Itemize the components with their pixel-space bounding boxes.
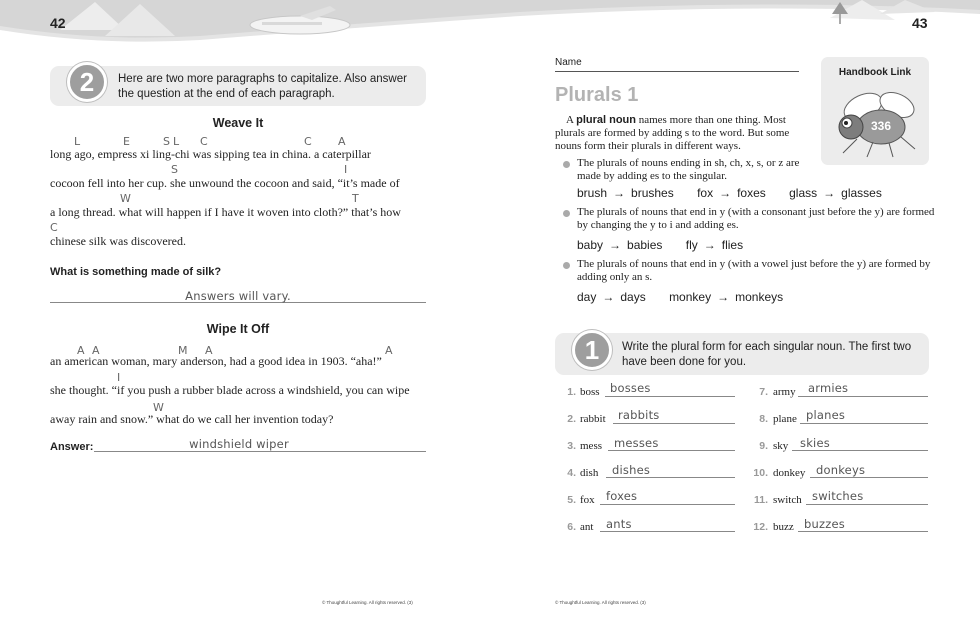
item-number: 9.: [759, 440, 768, 452]
rule-text: The plurals of nouns ending in sh, ch, x, s, or z are made by adding es to the singular.: [577, 157, 800, 182]
footer-copyright: © Thoughtful Learning. All rights reserved. (3): [555, 600, 646, 605]
item-word: donkey: [773, 467, 806, 479]
correction-mark: S: [171, 163, 178, 176]
answer-line: [605, 396, 735, 397]
item-number: 11.: [753, 494, 768, 506]
item-number: 10.: [753, 467, 768, 479]
item-number: 4.: [567, 467, 576, 479]
page-number: 43: [912, 15, 928, 31]
answer-line: [94, 451, 426, 452]
page-number: 42: [50, 15, 66, 31]
item-word: plane: [773, 413, 797, 425]
handbook-link-title: Handbook Link: [838, 67, 912, 78]
answer-text[interactable]: windshield wiper: [189, 437, 289, 451]
answer-line: [606, 477, 735, 478]
correction-mark: I: [117, 371, 121, 384]
item-answer[interactable]: planes: [806, 408, 846, 422]
answer-line: [806, 504, 928, 505]
correction-mark: L: [74, 135, 81, 148]
bullet: [563, 262, 570, 269]
item-word: mess: [580, 440, 602, 452]
item-answer[interactable]: ants: [606, 517, 632, 531]
item-number: 6.: [567, 521, 576, 533]
item-answer[interactable]: donkeys: [816, 463, 866, 477]
correction-mark: A: [205, 344, 213, 357]
rule-text: The plurals of nouns that end in y (with a vowel just before the y) are formed by adding only an s.: [577, 258, 931, 283]
example-row: brush → brushes fox → foxes glass → glasses: [577, 186, 882, 200]
item-word: fox: [580, 494, 595, 506]
item-word: ant: [580, 521, 594, 533]
answer-line: [798, 396, 928, 397]
item-answer[interactable]: skies: [800, 436, 830, 450]
instruction-text: Write the plural form for each singular noun. The first two have been done for you.: [622, 341, 912, 368]
paragraph-line: cocoon fell into her cup. she unwound the cocoon and said, “it’s made of: [50, 176, 400, 190]
item-answer[interactable]: dishes: [612, 463, 651, 477]
item-number: 1.: [567, 386, 576, 398]
item-answer[interactable]: buzzes: [804, 517, 845, 531]
item-word: buzz: [773, 521, 794, 533]
footer-copyright: © Thoughtful Learning. All rights reserved. (3): [322, 600, 413, 605]
item-number: 8.: [759, 413, 768, 425]
story-title: Wipe It Off: [206, 322, 270, 336]
correction-mark: E: [123, 135, 130, 148]
correction-mark: I: [344, 163, 348, 176]
correction-mark: W: [153, 401, 164, 414]
item-answer[interactable]: switches: [812, 489, 864, 503]
item-word: dish: [580, 467, 599, 479]
item-number: 2.: [567, 413, 576, 425]
exercise-number-badge: 1: [572, 330, 612, 370]
item-word: boss: [580, 386, 600, 398]
right-page: [490, 0, 980, 627]
answer-line: [798, 531, 928, 532]
item-word: sky: [773, 440, 789, 452]
answer-line: [600, 531, 735, 532]
item-number: 12.: [753, 521, 768, 533]
lesson-title: Plurals 1: [555, 84, 639, 106]
name-line[interactable]: [555, 71, 799, 72]
fly-icon: [821, 57, 929, 165]
answer-text[interactable]: Answers will vary.: [185, 289, 291, 303]
answer-line: [613, 423, 735, 424]
instruction-text: Here are two more paragraphs to capitalize. Also answer the question at the end of each paragraph.: [118, 73, 407, 100]
item-answer[interactable]: messes: [614, 436, 659, 450]
item-answer[interactable]: bosses: [610, 381, 651, 395]
correction-mark: A: [385, 344, 393, 357]
paragraph-line: chinese silk was discovered.: [50, 234, 186, 248]
item-word: army: [773, 386, 796, 398]
handbook-page-number: 336: [870, 119, 892, 133]
item-number: 7.: [759, 386, 768, 398]
item-word: switch: [773, 494, 802, 506]
correction-mark: T: [352, 192, 359, 205]
name-label: Name: [555, 57, 582, 68]
answer-line: [792, 450, 928, 451]
correction-mark: W: [120, 192, 131, 205]
question-text: What is something made of silk?: [50, 266, 222, 278]
answer-line: [600, 504, 735, 505]
correction-mark: M: [178, 344, 188, 357]
correction-mark: C: [50, 221, 58, 234]
correction-mark: C: [304, 135, 312, 148]
answer-line: [810, 477, 928, 478]
item-answer[interactable]: armies: [808, 381, 849, 395]
paragraph-line: a long thread. what will happen if I have it woven into cloth?” that’s how: [50, 205, 401, 219]
exercise-number-badge: 2: [67, 62, 107, 102]
story-title: Weave It: [212, 116, 264, 130]
answer-line: [608, 450, 735, 451]
correction-mark: C: [200, 135, 208, 148]
intro-paragraph: A plural noun names more than one thing. Most plurals are formed by adding s to the word. But some nouns form their plurals in different ways.: [555, 114, 790, 152]
correction-mark: L: [173, 135, 180, 148]
item-number: 3.: [567, 440, 576, 452]
paragraph-line: away rain and snow.” what do we call her invention today?: [50, 412, 334, 426]
example-row: baby → babies fly → flies: [577, 238, 744, 252]
paragraph-line: an american woman, mary anderson, had a good idea in 1903. “aha!”: [50, 354, 382, 368]
correction-mark: A: [92, 344, 100, 357]
paragraph-line: she thought. “if you push a rubber blade across a windshield, you can wipe: [50, 383, 410, 397]
item-answer[interactable]: rabbits: [618, 408, 660, 422]
item-answer[interactable]: foxes: [606, 489, 638, 503]
paragraph-line: long ago, empress xi ling-chi was sipping tea in china. a caterpillar: [50, 147, 371, 161]
answer-label: Answer:: [50, 441, 94, 453]
example-row: day → days monkey → monkeys: [577, 290, 784, 304]
bullet: [563, 210, 570, 217]
item-number: 5.: [567, 494, 576, 506]
handbook-link-box: [821, 57, 929, 165]
correction-mark: A: [77, 344, 85, 357]
rule-text: The plurals of nouns that end in y (with a consonant just before the y) are formed by changing the y to i and adding es.: [577, 206, 935, 231]
bullet: [563, 161, 570, 168]
answer-line: [800, 423, 928, 424]
correction-mark: A: [338, 135, 346, 148]
item-word: rabbit: [580, 413, 606, 425]
correction-mark: S: [163, 135, 170, 148]
